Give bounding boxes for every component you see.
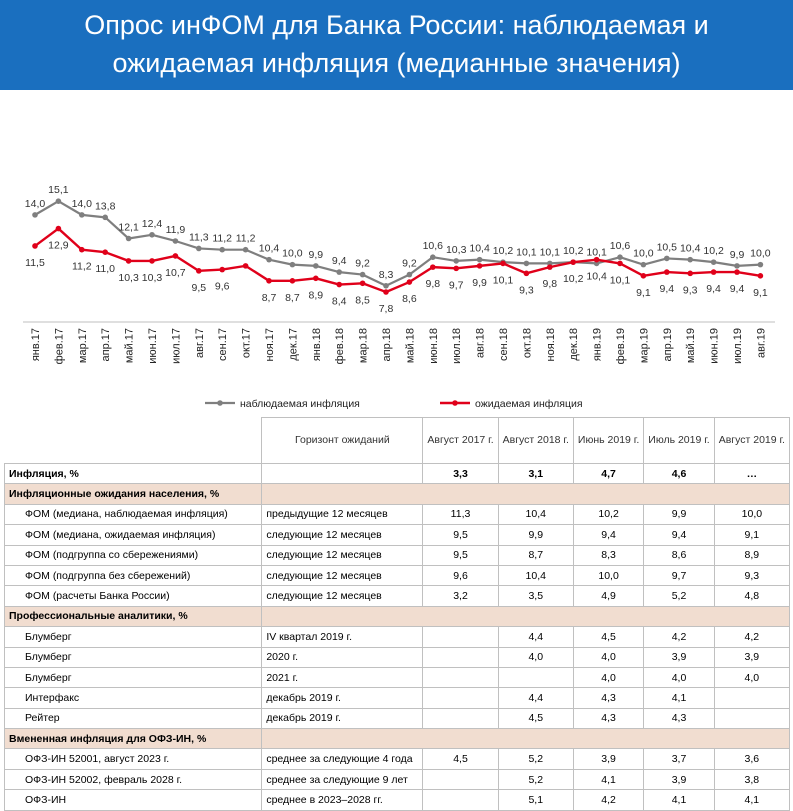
x-tick-label: фев.19 [615, 328, 627, 365]
row-label: ОФЗ-ИН 52001, август 2023 г. [5, 749, 262, 769]
inflation-expectations-table [4, 417, 790, 811]
observed-point [360, 272, 366, 278]
table-cell: … [714, 464, 789, 484]
x-tick-label: фев.17 [53, 328, 66, 365]
expected-data-label: 9,4 [706, 283, 721, 296]
observed-data-label: 10,1 [516, 246, 537, 259]
table-cell: 9,4 [573, 525, 643, 545]
table-cell: 4,2 [644, 627, 714, 647]
table-cell: 3,5 [498, 586, 573, 606]
expected-data-label: 8,6 [402, 293, 417, 306]
expected-point [79, 247, 85, 253]
row-horizon: 2020 г. [262, 647, 423, 667]
title-banner [0, 0, 793, 90]
x-tick-label: май.18 [404, 328, 417, 364]
inflation-line-chart [0, 90, 793, 417]
table-cell [423, 627, 498, 647]
table-cell: 4,2 [573, 790, 643, 810]
table-header-period: Июль 2019 г. [644, 418, 714, 464]
table-cell: 8,7 [498, 545, 573, 565]
observed-point [219, 247, 225, 253]
expected-data-label: 8,7 [261, 291, 277, 304]
x-tick-label: дек.18 [568, 328, 581, 361]
observed-point [56, 198, 62, 204]
table-cell: 9,5 [423, 545, 498, 565]
table-cell: 3,1 [498, 464, 573, 484]
row-label: ФОМ (медиана, ожидаемая инфляция) [5, 525, 262, 545]
expected-point [313, 276, 319, 282]
expected-data-label: 8,7 [285, 291, 300, 304]
table-cell: 8,9 [714, 545, 789, 565]
x-tick-label: июн.19 [708, 328, 721, 364]
x-tick-label: авг.17 [193, 328, 206, 358]
table-cell: 5,2 [644, 586, 714, 606]
expected-point [219, 267, 225, 273]
row-horizon: среднее за следующие 4 года [262, 749, 423, 769]
expected-point [336, 282, 342, 288]
observed-point [430, 254, 436, 260]
table-cell: 9,5 [423, 525, 498, 545]
table-cell: 4,0 [498, 647, 573, 667]
expected-data-label: 9,1 [636, 286, 651, 299]
table-row [5, 667, 790, 687]
observed-point [664, 256, 670, 262]
row-horizon: предыдущие 12 месяцев [262, 504, 423, 524]
observed-data-label: 10,3 [445, 243, 467, 256]
expected-point [407, 279, 413, 285]
table-cell: 4,4 [498, 688, 573, 708]
table-cell: 11,3 [423, 504, 498, 524]
observed-data-label: 10,2 [492, 245, 514, 258]
table-cell: 9,7 [644, 565, 714, 585]
table-cell: 4,0 [573, 667, 643, 687]
section-label: Инфляционные ожидания населения, % [5, 484, 262, 504]
table-cell: 4,7 [573, 464, 643, 484]
table-header-period: Август 2019 г. [714, 418, 789, 464]
table-cell: 9,9 [498, 525, 573, 545]
x-tick-label: окт.18 [521, 328, 534, 359]
observed-data-label: 10,2 [562, 245, 584, 258]
expected-data-label: 9,5 [191, 281, 207, 294]
observed-data-label: 10,0 [633, 247, 654, 260]
expected-data-label: 9,6 [214, 280, 230, 293]
expected-point [56, 226, 62, 232]
row-label: ФОМ (медиана, наблюдаемая инфляция) [5, 504, 262, 524]
table-cell: 3,9 [573, 749, 643, 769]
table-cell: 3,2 [423, 586, 498, 606]
table-section-row [5, 606, 790, 626]
observed-data-label: 10,0 [750, 247, 771, 260]
x-tick-label: июл.17 [170, 328, 183, 364]
table-cell: 9,6 [423, 565, 498, 585]
observed-data-label: 10,5 [656, 241, 678, 254]
expected-point [32, 243, 38, 249]
x-tick-label: июн.17 [147, 328, 159, 364]
x-tick-label: апр.19 [661, 328, 674, 362]
expected-data-label: 12,9 [48, 239, 69, 252]
row-label: Рейтер [5, 708, 262, 728]
table-header-period: Август 2018 г. [498, 418, 573, 464]
table-cell: 4,3 [573, 708, 643, 728]
x-tick-label: фев.18 [334, 328, 347, 365]
row-label: ФОМ (подгруппа со сбережениями) [5, 545, 262, 565]
row-horizon: среднее в 2023–2028 гг. [262, 790, 423, 810]
row-horizon: IV квартал 2019 г. [262, 627, 423, 647]
table-header-period: Август 2017 г. [423, 418, 498, 464]
table-cell: 9,3 [714, 565, 789, 585]
expected-data-label: 11,5 [25, 256, 45, 269]
page-title-line-1: Опрос инФОМ для Банка России: наблюдаемая и [84, 10, 709, 40]
row-label: ФОМ (расчеты Банка России) [5, 586, 262, 606]
observed-point [149, 232, 155, 238]
expected-data-label: 10,1 [492, 274, 514, 287]
observed-data-label: 10,4 [679, 242, 701, 255]
table-cell [498, 667, 573, 687]
table-cell: 3,6 [714, 749, 789, 769]
x-tick-label: окт.17 [240, 328, 253, 359]
table-cell: 3,8 [714, 769, 789, 789]
observed-point [477, 257, 483, 263]
table-header-row [5, 418, 790, 464]
expected-data-label: 9,9 [472, 276, 487, 289]
observed-data-label: 12,4 [141, 217, 163, 230]
observed-data-label: 15,1 [48, 184, 69, 197]
expected-point [430, 264, 436, 270]
row-horizon: декабрь 2019 г. [262, 708, 423, 728]
expected-point [641, 273, 647, 279]
expected-point [664, 269, 670, 275]
observed-point [758, 262, 764, 268]
table-cell: 3,3 [423, 464, 498, 484]
table-cell: 4,5 [498, 708, 573, 728]
row-label: Инфляция, % [5, 464, 262, 484]
table-cell [423, 790, 498, 810]
x-tick-label: янв.17 [30, 328, 42, 362]
x-tick-label: авг.18 [474, 328, 487, 358]
table-cell: 4,0 [573, 647, 643, 667]
observed-data-label: 8,3 [378, 268, 394, 281]
table-header-horizon: Горизонт ожиданий [262, 418, 423, 464]
observed-point [32, 212, 38, 218]
expected-data-label: 10,3 [118, 271, 139, 284]
expected-point [758, 273, 764, 279]
table-cell: 8,6 [644, 545, 714, 565]
table-cell: 4,3 [644, 708, 714, 728]
table-cell: 4,5 [423, 749, 498, 769]
x-tick-label: мар.19 [638, 328, 651, 364]
table-cell: 4,5 [573, 627, 643, 647]
observed-point [290, 262, 296, 268]
section-filler [262, 729, 790, 749]
section-filler [262, 606, 790, 626]
table-cell: 9,4 [644, 525, 714, 545]
expected-point [173, 253, 179, 259]
row-label: ОФЗ-ИН [5, 790, 262, 810]
table-cell: 4,8 [714, 586, 789, 606]
table-row [5, 586, 790, 606]
observed-point [407, 272, 413, 278]
table-cell [714, 708, 789, 728]
table-cell: 10,4 [498, 504, 573, 524]
table-row [5, 708, 790, 728]
table-row [5, 545, 790, 565]
x-tick-label: янв.19 [591, 328, 604, 362]
observed-data-label: 10,2 [703, 245, 724, 258]
table-cell: 9,1 [714, 525, 789, 545]
table-row [5, 504, 790, 524]
expected-point [126, 258, 132, 264]
row-horizon: следующие 12 месяцев [262, 565, 423, 585]
expected-point [570, 259, 576, 265]
observed-data-label: 9,9 [308, 248, 324, 261]
x-tick-label: сен.18 [498, 328, 510, 361]
expected-point [196, 268, 202, 274]
expected-data-label: 10,2 [562, 273, 584, 286]
expected-data-label: 11,2 [71, 260, 92, 273]
table-cell [423, 667, 498, 687]
row-label: ФОМ (подгруппа без сбережений) [5, 565, 262, 585]
expected-point [243, 263, 249, 269]
expected-point [383, 289, 389, 295]
table-cell: 4,9 [573, 586, 643, 606]
x-tick-label: авг.19 [755, 328, 768, 358]
expected-data-label: 9,3 [519, 284, 534, 297]
observed-point [79, 212, 85, 218]
table-cell [714, 688, 789, 708]
observed-data-label: 10,4 [258, 242, 280, 255]
table-row [5, 790, 790, 810]
table-header-period: Июнь 2019 г. [573, 418, 643, 464]
x-tick-label: мар.17 [76, 328, 89, 364]
observed-point [196, 246, 202, 252]
table-cell [423, 769, 498, 789]
table-cell: 10,2 [573, 504, 643, 524]
table-cell: 3,9 [714, 647, 789, 667]
x-tick-label: мар.18 [357, 328, 370, 364]
expected-point [453, 266, 459, 272]
expected-point [711, 269, 717, 275]
expected-data-label: 9,4 [659, 283, 675, 296]
table-row [5, 647, 790, 667]
table-cell [423, 647, 498, 667]
expected-data-label: 9,1 [753, 286, 768, 299]
expected-point [687, 271, 693, 277]
x-tick-label: июл.18 [451, 328, 464, 364]
expected-data-label: 9,8 [425, 278, 441, 291]
table-row [5, 525, 790, 545]
expected-point [734, 269, 740, 275]
table-cell: 4,0 [714, 667, 789, 687]
observed-data-label: 9,9 [729, 248, 745, 261]
table-cell: 4,0 [644, 667, 714, 687]
row-horizon: следующие 12 месяцев [262, 545, 423, 565]
expected-data-label: 8,5 [355, 294, 370, 307]
legend-expected-label: ожидаемая инфляция [475, 398, 583, 410]
x-tick-label: июн.18 [427, 328, 440, 364]
expected-point [290, 278, 296, 284]
table-cell: 4,2 [714, 627, 789, 647]
table-cell: 3,7 [644, 749, 714, 769]
table-cell [423, 688, 498, 708]
table-cell: 10,0 [714, 504, 789, 524]
observed-data-label: 12,1 [118, 221, 139, 234]
table-row [5, 464, 790, 484]
observed-point [524, 261, 530, 267]
expected-point [524, 271, 530, 277]
table-cell: 4,4 [498, 627, 573, 647]
legend-expected-marker [452, 400, 458, 406]
table-cell: 4,6 [644, 464, 714, 484]
table-cell: 5,1 [498, 790, 573, 810]
expected-point [266, 278, 272, 284]
observed-point [617, 254, 623, 260]
observed-data-label: 10,1 [586, 246, 607, 259]
observed-data-label: 11,2 [212, 232, 233, 245]
observed-data-label: 14,0 [24, 197, 46, 210]
row-horizon: следующие 12 месяцев [262, 525, 423, 545]
x-tick-label: дек.17 [287, 328, 300, 361]
observed-point [734, 263, 740, 269]
observed-data-label: 9,2 [402, 257, 417, 270]
table-row [5, 769, 790, 789]
table-cell [423, 708, 498, 728]
x-tick-label: сен.17 [217, 328, 230, 361]
expected-data-label: 9,8 [542, 278, 558, 291]
table-cell: 3,9 [644, 769, 714, 789]
table-cell: 4,1 [714, 790, 789, 810]
x-tick-label: май.17 [123, 328, 136, 364]
expected-point [477, 263, 483, 269]
observed-data-label: 11,3 [188, 231, 209, 244]
expected-data-label: 10,7 [165, 266, 186, 279]
observed-point [641, 262, 647, 268]
observed-data-label: 9,2 [355, 257, 370, 270]
table-cell: 10,0 [573, 565, 643, 585]
observed-data-label: 10,0 [282, 247, 303, 260]
observed-point [173, 238, 179, 244]
section-filler [262, 484, 790, 504]
observed-data-label: 9,4 [331, 255, 347, 268]
table-section-row [5, 484, 790, 504]
expected-data-label: 9,3 [682, 284, 698, 297]
expected-point [360, 280, 366, 286]
row-horizon [262, 464, 423, 484]
table-row [5, 627, 790, 647]
expected-data-label: 7,8 [378, 303, 394, 315]
observed-data-label: 10,1 [539, 246, 561, 259]
expected-data-label: 10,4 [586, 270, 607, 283]
expected-data-label: 8,4 [331, 295, 347, 308]
row-label: Блумберг [5, 667, 262, 687]
section-label: Вмененная инфляция для ОФЗ-ИН, % [5, 729, 262, 749]
x-tick-label: янв.18 [310, 328, 323, 362]
table-header-blank [5, 418, 262, 464]
observed-point [266, 257, 272, 263]
table-row [5, 688, 790, 708]
expected-data-label: 10,3 [141, 271, 163, 284]
expected-point [149, 258, 155, 264]
observed-data-label: 11,9 [165, 223, 186, 236]
section-label: Профессиональные аналитики, % [5, 606, 262, 626]
table-cell: 10,4 [498, 565, 573, 585]
table-cell: 9,9 [644, 504, 714, 524]
observed-point [336, 269, 342, 275]
table-section-row [5, 729, 790, 749]
row-horizon: следующие 12 месяцев [262, 586, 423, 606]
legend-observed-marker [217, 400, 223, 406]
expected-point [547, 264, 553, 270]
observed-point [711, 259, 717, 265]
expected-point [500, 261, 506, 267]
x-tick-label: апр.18 [381, 328, 393, 362]
x-tick-label: ноя.17 [264, 328, 276, 362]
table-cell: 5,2 [498, 749, 573, 769]
observed-data-label: 10,4 [469, 242, 490, 255]
row-label: Блумберг [5, 647, 262, 667]
observed-data-label: 14,0 [71, 197, 93, 210]
table-row [5, 749, 790, 769]
observed-data-label: 10,6 [609, 240, 631, 253]
table-cell: 8,3 [573, 545, 643, 565]
table-row [5, 565, 790, 585]
row-label: Блумберг [5, 627, 262, 647]
observed-point [313, 263, 319, 269]
expected-point [617, 261, 623, 267]
row-horizon: 2021 г. [262, 667, 423, 687]
x-tick-label: июл.19 [732, 328, 744, 364]
observed-point [383, 283, 389, 289]
table-cell: 5,2 [498, 769, 573, 789]
row-label: Интерфакс [5, 688, 262, 708]
observed-point [453, 258, 459, 264]
observed-point [102, 215, 108, 221]
table-cell: 3,9 [644, 647, 714, 667]
page-title-line-2: ожидаемая инфляция (медианные значения) [112, 48, 681, 78]
x-tick-label: апр.17 [100, 328, 113, 362]
observed-point [687, 257, 693, 263]
legend-observed-label: наблюдаемая инфляция [240, 398, 360, 410]
x-tick-label: май.19 [685, 328, 698, 364]
expected-data-label: 9,4 [729, 283, 745, 296]
x-tick-label: ноя.18 [544, 328, 557, 362]
table-cell: 4,1 [644, 790, 714, 810]
row-horizon: декабрь 2019 г. [262, 688, 423, 708]
row-horizon: среднее за следующие 9 лет [262, 769, 423, 789]
row-label: ОФЗ-ИН 52002, февраль 2028 г. [5, 769, 262, 789]
table-cell: 4,3 [573, 688, 643, 708]
observed-point [243, 247, 249, 253]
expected-data-label: 8,9 [308, 289, 324, 302]
observed-point [126, 236, 132, 242]
observed-data-label: 13,8 [94, 200, 116, 213]
observed-data-label: 10,6 [422, 240, 444, 253]
observed-data-label: 11,2 [235, 232, 256, 245]
table-cell: 4,1 [644, 688, 714, 708]
expected-data-label: 10,1 [609, 274, 631, 287]
expected-data-label: 11,0 [95, 263, 116, 276]
table-cell: 4,1 [573, 769, 643, 789]
expected-data-label: 9,7 [448, 279, 464, 292]
expected-point [102, 249, 108, 255]
